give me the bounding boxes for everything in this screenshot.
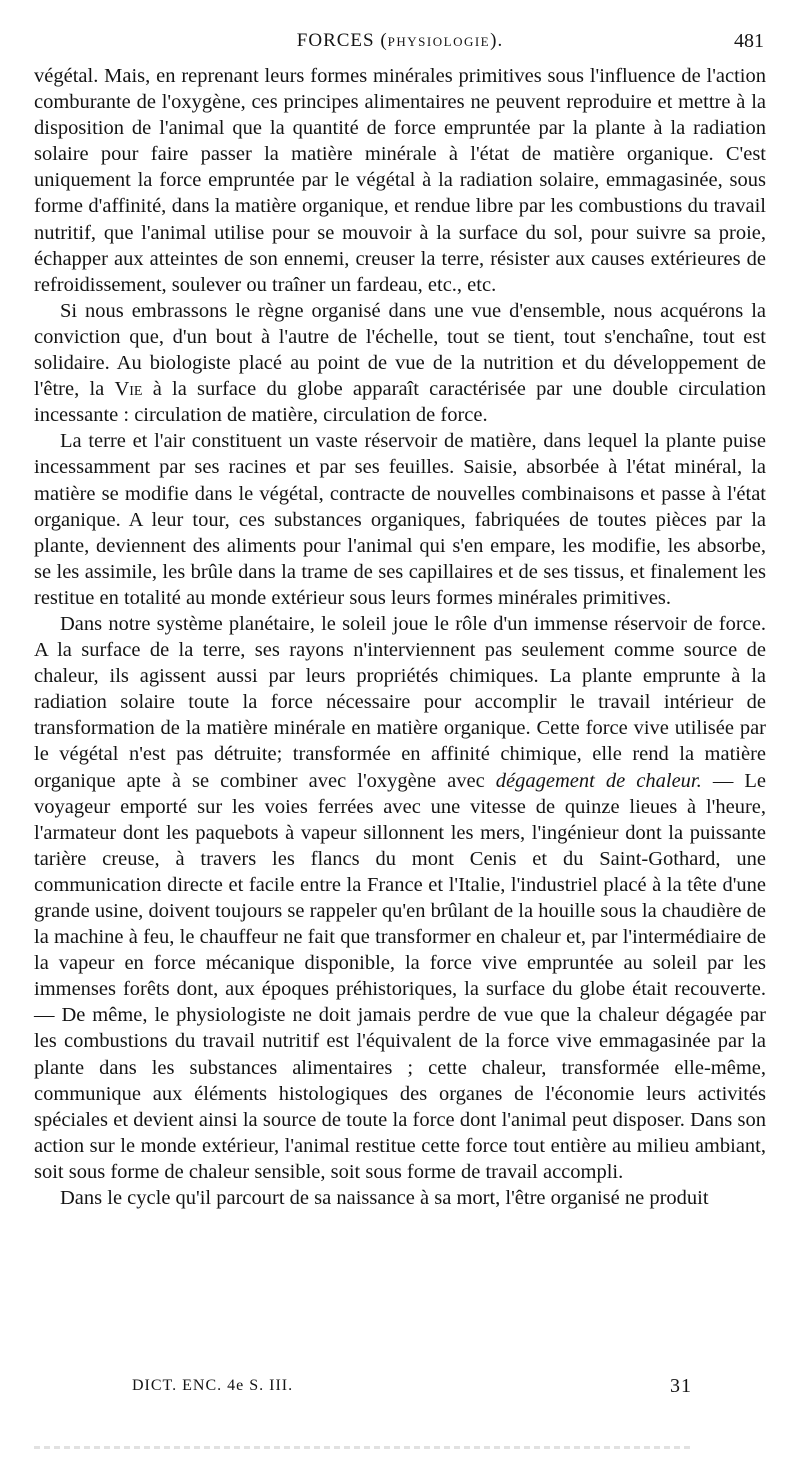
italic-degagement: dégagement de chaleur. (495, 769, 702, 792)
running-title-end: ). (490, 30, 504, 51)
paragraph-matter-cycle: La terre et l'air constituent un vaste réservoir de matière, dans lequel la plante puise incessamment par ses racines et par ses feuilles. Saisie, absorbée à l'état minéral, la matière se modifie dans le végétal, contracte de nouvelles combinaisons et passe à l'état organique. A leur tour, ces substances organiques, fabriquées de toutes pièces par la plante, deviennent des aliments pour l'animal qui s'en empare, les modifie, les absorbe, se les assimile, les brûle dans la trame de ses capillaires et de ses tissus, et finalement les restitue en totalité au monde extérieur sous leurs formes minérales primitives. (34, 430, 766, 609)
page-footer (132, 1377, 692, 1401)
show-through-line (34, 1446, 694, 1449)
running-title-subject: PHYSIOLOGIE (387, 34, 491, 49)
page-number: 481 (734, 30, 764, 52)
running-title (34, 30, 766, 52)
body-text (34, 63, 766, 1211)
paragraph-solar-force (34, 611, 766, 1185)
paragraph-solar-force-after: — Le voyageur emporté sur les voies ferrées avec une vitesse de quinze lieues à l'heure, l'armateur dont les paquebots à vapeur sillonnent les mers, l'ingénieur dont la puissante tarière creuse, à travers les flancs du mont Cenis et du Saint-Gothard, une communication directe et facile entre la France et l'Italie, l'industriel placé à la tête d'une grande usine, doivent toujours se rappeler qu'en brûlant de la houille sous la chaudière de la machine à feu, le chauffeur ne fait que transformer en chaleur et, par l'intermédiaire de la vapeur en force mécanique disponible, la force vive empruntée au soleil par les immenses forêts dont, aux époques préhistoriques, la surface du globe était recouverte. — De même, le physiologiste ne doit jamais perdre de vue que la chaleur dégagée par les combustions du travail nutritif est l'équivalent de la force vive emmagasinée par la plante dans les substances alimentaires ; cette chaleur, transformée elle-même, communique aux éléments histologiques des organes de l'économie leurs activités spéciales et devient ainsi la source de toute la force dont l'animal peut disposer. Dans son action sur le monde extérieur, l'animal restitue cette force tout entière au milieu ambiant, soit sous forme de chaleur sensible, soit sous forme de travail accompli. (34, 769, 767, 1183)
running-title-main: FORCES ( (296, 30, 388, 51)
paragraph-continuation: végétal. Mais, en reprenant leurs formes minérales primitives sous l'influence de l'action comburante de l'oxygène, ces principes alimentaires ne peuvent reproduire et mettre à la disposition de l'animal que la quantité de force empruntée par la plante à la radiation solaire pour faire passer la matière minérale à l'état de matière organique. C'est uniquement la force empruntée par le végétal à la radiation solaire, emmagasinée, sous forme d'affinité, dans la matière organique, et rendue libre par les combustions du travail nutritif, que l'animal utilise pour se mouvoir à la surface du sol, pour suivre sa proie, échapper aux atteintes de son ennemi, creuser la terre, résister aux causes extérieures de refroidissement, soulever ou traîner un fardeau, etc., etc. (34, 65, 766, 296)
printer-signature: DICT. ENC. 4e S. III. (132, 1377, 294, 1394)
sheet-number: 31 (670, 1375, 692, 1397)
paragraph-circulation-before: Si nous embrassons le règne organisé dans une vue d'ensemble, nous acquérons la conviction que, d'un bout à l'autre de l'échelle, tout se tient, tout s'enchaîne, tout est solidaire. Au biologiste placé au point de vue de la nutrition et du développement de l'être, la (34, 299, 766, 401)
running-header (34, 30, 766, 56)
paragraph-circulation-after: à la surface du globe apparaît caractérisée par une double circulation incessante : circulation de matière, circulation de force. (34, 378, 766, 427)
smallcaps-vie: Vie (114, 378, 143, 401)
paragraph-circulation (34, 298, 766, 428)
paragraph-life-cycle: Dans le cycle qu'il parcourt de sa naissance à sa mort, l'être organisé ne produit (60, 1187, 709, 1210)
paragraph-solar-force-before: Dans notre système planétaire, le soleil joue le rôle d'un immense réservoir de force. A la surface de la terre, ses rayons n'interviennent pas seulement comme source de chaleur, ils agissent aussi par leurs propriétés chimiques. La plante emprunte à la radiation solaire toute la force nécessaire pour accomplir le travail intérieur de transformation de la matière minérale en matière organique. Cette force vive utilisée par le végétal n'est pas détruite; transformée en affinité chimique, elle rend la matière organique apte à se combiner avec l'oxygène avec (34, 612, 766, 792)
